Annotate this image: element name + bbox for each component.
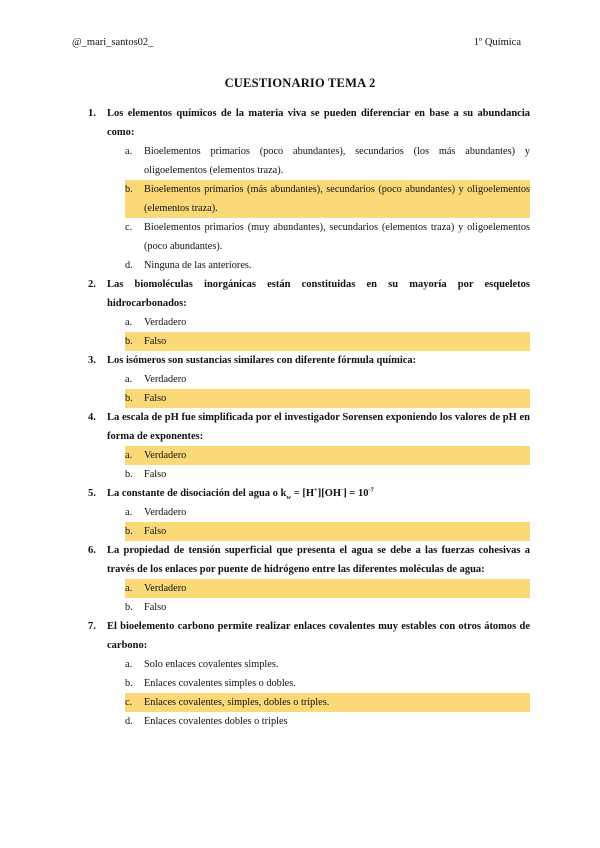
option-letter: c.: [125, 222, 133, 233]
questionnaire: [88, 104, 530, 731]
answer-option: Bioelementos primarios (poco abundantes), secundarios (los más abundantes) y oligoelementos (elementos traza).: [144, 146, 530, 176]
answer-option: Falso: [144, 602, 167, 613]
question-number: 4.: [88, 412, 96, 423]
formula-text: ][OH: [317, 488, 342, 499]
formula-superscript: -: [341, 486, 344, 494]
option-letter: b.: [125, 180, 144, 218]
option-letter: b.: [125, 469, 133, 480]
formula-text: La constante de disociación del agua o k: [107, 488, 287, 499]
question-2: [88, 275, 530, 351]
question-number: 5.: [88, 488, 96, 499]
page-title: CUESTIONARIO TEMA 2: [224, 76, 376, 90]
option-letter: a.: [125, 579, 144, 598]
question-7: [88, 617, 530, 731]
answer-option: Falso: [144, 332, 530, 351]
question-number: 2.: [88, 279, 96, 290]
question-5: [88, 484, 530, 541]
header-author: @_mari_santos02_: [72, 37, 154, 48]
option-letter: a.: [125, 146, 133, 157]
answer-option: Falso: [144, 522, 530, 541]
answer-option: Bioelementos primarios (más abundantes), secundarios (poco abundantes) y oligoelementos (elementos traza).: [144, 180, 530, 218]
option-letter: a.: [125, 507, 133, 518]
header-course: 1º Química: [473, 37, 521, 48]
question-1: [88, 104, 530, 275]
option-letter: d.: [125, 260, 133, 271]
answer-option: Verdadero: [144, 507, 187, 518]
question-number: 3.: [88, 355, 96, 366]
question-3: [88, 351, 530, 408]
answer-option: Enlaces covalentes dobles o triples: [144, 716, 288, 727]
option-letter: a.: [125, 374, 133, 385]
formula-superscript: +: [314, 486, 318, 494]
question-number: 7.: [88, 621, 96, 632]
option-letter: a.: [125, 446, 144, 465]
option-letter: a.: [125, 317, 133, 328]
answer-option: Ninguna de las anteriores.: [144, 260, 252, 271]
option-letter: b.: [125, 522, 144, 541]
option-letter: b.: [125, 332, 144, 351]
formula-text: ] = 10: [343, 488, 369, 499]
question-text: La propiedad de tensión superficial que presenta el agua se debe a las fuerzas cohesivas a través de los enlaces por puente de hidrógeno entre las diferentes moléculas de agua:: [107, 545, 530, 575]
option-letter: d.: [125, 716, 133, 727]
question-number: 1.: [88, 108, 96, 119]
answer-option: Enlaces covalentes, simples, dobles o triples.: [144, 693, 530, 712]
question-text: El bioelemento carbono permite realizar enlaces covalentes muy estables con otros átomos de carbono:: [107, 621, 530, 651]
question-4: [88, 408, 530, 484]
question-6: [88, 541, 530, 617]
option-letter: b.: [125, 678, 133, 689]
option-letter: a.: [125, 659, 133, 670]
answer-option: Verdadero: [144, 579, 530, 598]
answer-option: Verdadero: [144, 446, 530, 465]
option-letter: b.: [125, 389, 144, 408]
question-number: 6.: [88, 545, 96, 556]
answer-option: Enlaces covalentes simples o dobles.: [144, 678, 296, 689]
answer-option: Falso: [144, 469, 167, 480]
question-text: La escala de pH fue simplificada por el investigador Sorensen exponiendo los valores de pH en forma de exponentes:: [107, 412, 530, 442]
answer-option: Bioelementos primarios (muy abundantes), secundarios (elementos traza) y oligoelementos (poco abundantes).: [144, 222, 530, 252]
option-letter: b.: [125, 602, 133, 613]
question-text: Los elementos químicos de la materia viva se pueden diferenciar en base a su abundancia como:: [107, 108, 530, 138]
question-text: Las biomoléculas inorgánicas están constituidas en su mayoría por esqueletos hidrocarbonados:: [107, 279, 530, 309]
answer-option: Falso: [144, 389, 530, 408]
formula-subscript: w: [286, 494, 292, 502]
option-letter: c.: [125, 693, 144, 712]
answer-option: Solo enlaces covalentes simples.: [144, 659, 279, 670]
answer-option: Verdadero: [144, 374, 187, 385]
question-text: Los isómeros son sustancias similares con diferente fórmula química:: [107, 355, 417, 366]
formula-superscript: -7: [368, 486, 374, 494]
formula-text: = [H: [291, 488, 315, 499]
question-text: [107, 484, 530, 503]
answer-option: Verdadero: [144, 317, 187, 328]
